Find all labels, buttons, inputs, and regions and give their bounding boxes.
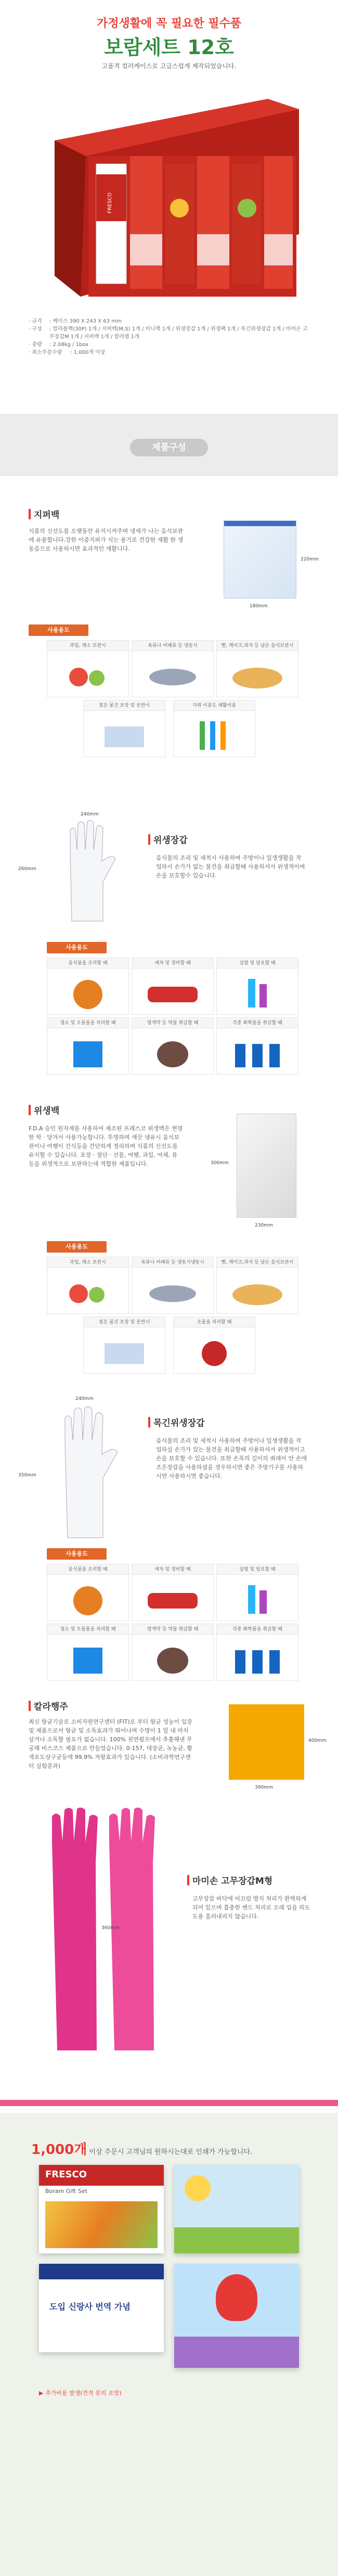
zipper-bag-image xyxy=(224,520,296,598)
dim-height: 260mm xyxy=(18,866,36,872)
spec-row: · 구성 : 칼라롤백(30P) 1개 / 지퍼백(M,S) 1개 / 미니백 1개 / 위생장갑 1개 / 위생팩 1개 / 목긴위생장갑 1개 / 마미손 고무장갑M 1개 / 지퍼백 1개 / 칼라랩 1개 xyxy=(29,326,308,340)
usage-cell: 각종 화학물을 취급할 때 xyxy=(216,1624,298,1681)
dim-height: 350mm xyxy=(18,1473,36,1478)
custom-box-sample-2 xyxy=(174,2165,299,2253)
product-title-zipper-bag: 지퍼백 xyxy=(29,507,59,520)
usage-cell: 실험 및 담요할 때 xyxy=(216,958,298,1015)
dim-width: 360mm xyxy=(101,1925,120,1931)
spec-row: · 최소주문수량 : 1,000개 이상 xyxy=(29,350,106,355)
usage-label: 사용용도 xyxy=(47,942,107,953)
usage-cell: 과일, 채소 보관시 xyxy=(47,640,129,697)
divider-bar xyxy=(0,2100,338,2106)
product-title-sanitary-glove: 위생장갑 xyxy=(148,833,188,846)
usage-cell: 각종 화학물을 취급할 때 xyxy=(216,1017,298,1075)
usage-label: 사용용도 xyxy=(47,1548,107,1560)
product-desc: F.D.A 승인 원자재를 사용하여 제조된 프레스코 위생백은 현명한 학 · 당겨서 사용가능합니다. 투명하며 깨끗 냉유시 음식보관이나 여행이 간식등을 간단하게 정리하며 식품의 신선도를 유지할 수 있습니다. 포장 · 절단 · 선물, 여행, 과일, 여채, 류 등을 위생적으로 보관하는데 적합한 제품입니다. xyxy=(29,1125,183,1167)
usage-cell: 과일, 채소 보관시 xyxy=(47,1257,129,1314)
glove-image xyxy=(57,820,125,924)
dim-width: 390mm xyxy=(255,1785,273,1790)
dim-width: 180mm xyxy=(250,604,268,609)
usage-cell: 젖은 물건 포장 및 운반시 xyxy=(83,700,165,757)
usage-cell: 음식물을 조리할 때 xyxy=(47,958,129,1015)
usage-cell: 청소 및 오물물을 처리할 때 xyxy=(47,1017,129,1075)
header-subtitle: 고품격 컬러케이스로 고급스럽게 제작되었습니다. xyxy=(101,62,237,70)
product-desc: 음식물의 조리 및 세척시 사용하며 주방이나 일생생활을 작업하시 손가가 없는 물건을 취급할때 사용하셔서 위생적이며 손을 보호할수 있습니다. xyxy=(156,855,305,879)
sanitary-bag-image xyxy=(237,1114,296,1218)
product-desc: 고무장갑 바닥에 미끄럼 방지 처리가 완벽하게 되어 있으며 흡충한 밴드 처리로 오래 입을 하도 도용 흘러내리지 않습니다. xyxy=(192,1895,310,1920)
usage-label: 사용용도 xyxy=(47,1241,107,1253)
usage-cell: 실험 및 담요할 때 xyxy=(216,1564,298,1621)
color-cloth-image xyxy=(229,1704,304,1780)
hero-brand-text: FRESCO xyxy=(107,192,113,214)
usage-cell: 빵, 케이크,과자 등 남은 음식보관시 xyxy=(216,1257,298,1314)
dim-width: 230mm xyxy=(255,1223,273,1228)
spec-row: · 중량 : 2.08kg / 1box xyxy=(29,342,89,348)
usage-cell: 음식물을 조리할 때 xyxy=(47,1564,129,1621)
product-title-sanitary-bag: 위생백 xyxy=(29,1103,59,1116)
rubber-glove-image xyxy=(31,1806,177,2056)
usage-cell: 빵, 케이크,과자 등 남은 음식보관시 xyxy=(216,640,298,697)
product-title-long-glove: 목긴위생장갑 xyxy=(148,1415,205,1429)
product-title-color-cloth: 칼라행주 xyxy=(29,1699,68,1712)
dim-height: 400mm xyxy=(308,1738,327,1743)
usage-cell: 세차 및 정비할 때 xyxy=(132,958,214,1015)
spec-row: · 규격 : 케이스 390 X 243 X 63 mm xyxy=(29,318,122,324)
page-title: 보람세트 12호 xyxy=(104,36,234,59)
custom-box-sample-4 xyxy=(174,2264,299,2368)
usage-cell: 가위 이용도 재활이용 xyxy=(173,700,255,757)
custom-box-sample-1: FRESCO Boram Gift Set xyxy=(39,2165,164,2253)
usage-cell: 오물을 처리할 때 xyxy=(173,1317,255,1374)
usage-cell: 세차 및 정비할 때 xyxy=(132,1564,214,1621)
usage-label: 사용용도 xyxy=(29,624,88,636)
usage-cell: 육류나 어패류 등 냉동시냉동시 xyxy=(132,1257,214,1314)
usage-cell: 육류나 어패류 등 냉동시 xyxy=(132,640,214,697)
usage-cell: 염색약 등 약물 취급할 때 xyxy=(132,1624,214,1681)
dim-width: 240mm xyxy=(75,1396,94,1401)
product-title-rubber-glove: 마미손 고무장갑M형 xyxy=(187,1873,272,1886)
usage-cell: 청소 및 오물물을 처리할 때 xyxy=(47,1624,129,1681)
footnote: ▶ 추가비용 발생(견적 문의 요망) xyxy=(39,2390,122,2396)
dim-height: 220mm xyxy=(301,557,319,562)
dim-width: 240mm xyxy=(81,812,99,817)
custom-box-sample-3: 도입 신랑사 번역 가념 xyxy=(39,2264,164,2352)
custom-print-lead: 1,000개 이상 주문시 고객님의 원하시는대로 인쇄가 가능합니다. xyxy=(31,2142,253,2158)
spec-list xyxy=(29,317,309,356)
usage-cell: 염색약 등 약물 취급할 때 xyxy=(132,1017,214,1075)
section-label: 제품구성 xyxy=(130,439,208,456)
dim-height: 300mm xyxy=(211,1161,229,1166)
product-desc: 음식물의 조리 및 세척시 사용하며 주방이나 일생생활을 작업하실 손가가 있는 물건을 취급할때 사용하셔서 위생적이고 손을 보호할 수 있습니다. 또한 손목의 길이의 쿼레이 안 손에 조은장갑을 사용하셨을 경우하시면 좋은 주방기구를 사용하시면 사용하시면 좋습니다. xyxy=(156,1437,307,1480)
long-glove-image xyxy=(52,1405,130,1540)
header-tagline: 가정생활에 꼭 필요한 필수품 xyxy=(96,17,241,30)
product-desc: 최신 항균기술로 소비자원연구센터 (FIT)로 부터 항균 성능이 입증 및 제품으로서 항균 및 소독효과가 뛰어나며 수명이 1 일 내 마치 살거나 소독할 필요가 없습니다. 100% 천연펄프에서 추출해낸 무공해 비스코스 제품으로 만들었습니다. 0-157, 대장균, 녹농균, 황색포도상구균등에 99.9% 저항효과가 있습니다. (소비과학연구센터 실험증과) xyxy=(29,1718,192,1769)
usage-cell: 젖은 물건 포장 및 운반시 xyxy=(83,1317,165,1374)
gift-set-hero-image xyxy=(39,78,299,310)
product-desc: 식품의 신선도를 오랫동안 유지시켜주며 냉세가 나는 음식보관에 유용합니다.강한 이중지퍼가 식는 용기로 건강한 재활 한 생동음으로 사용하시면 효과적인 재활니다. xyxy=(29,528,184,552)
